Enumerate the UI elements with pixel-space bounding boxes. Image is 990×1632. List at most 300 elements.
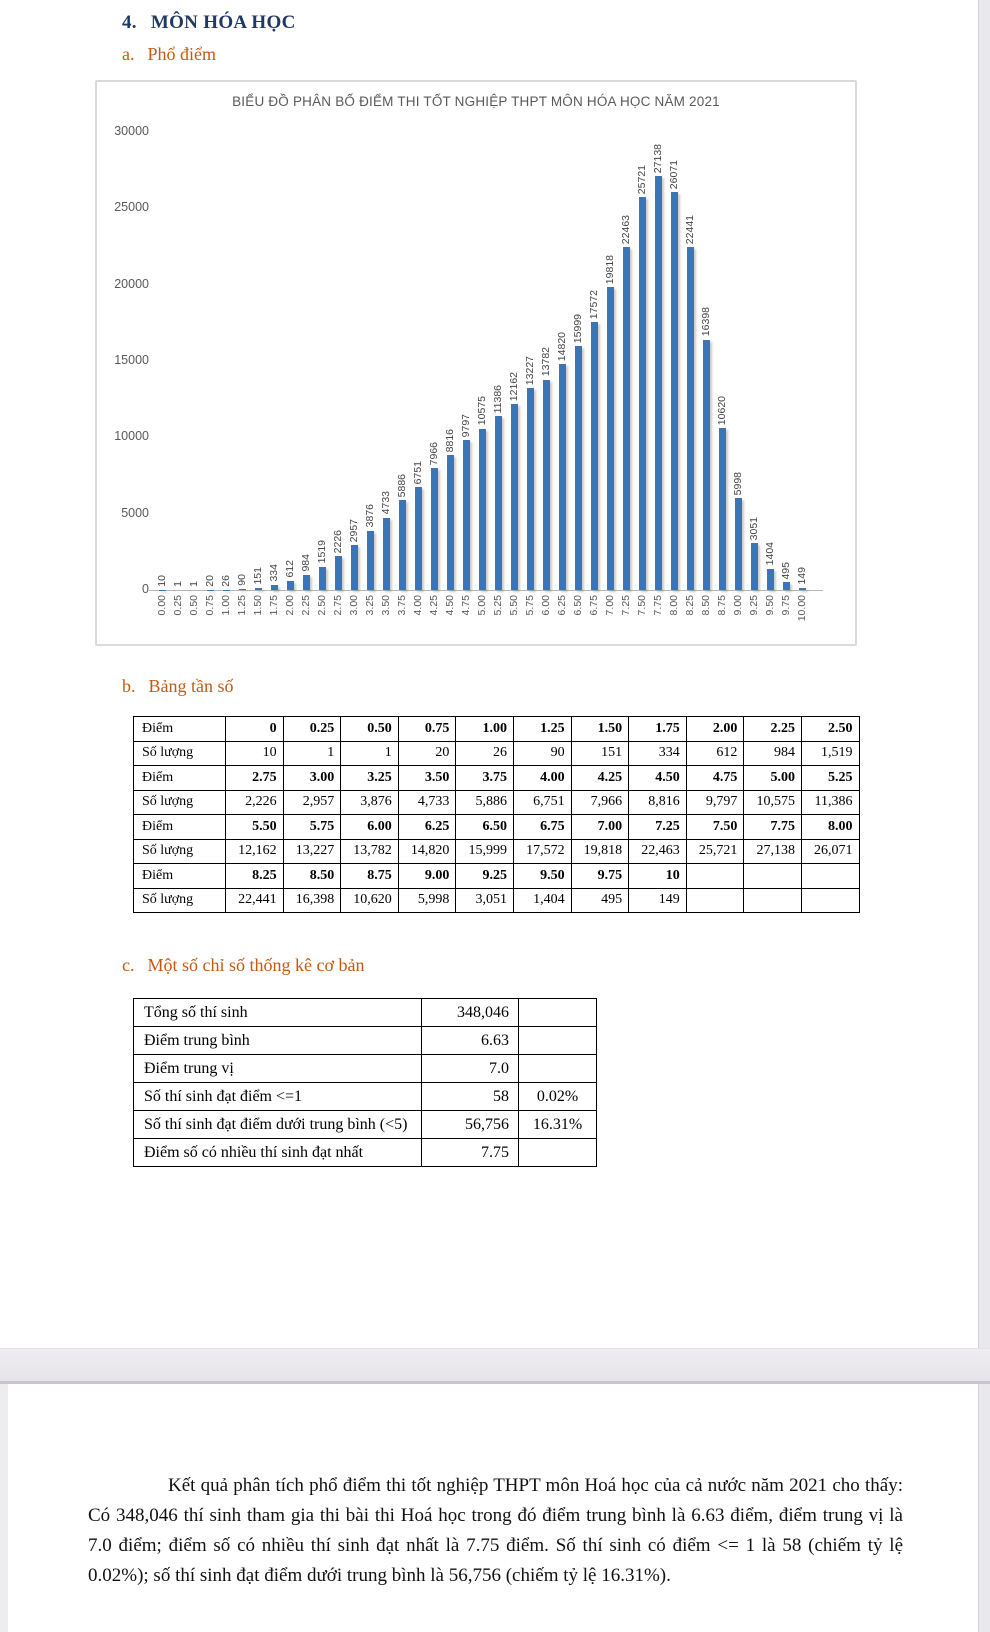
stat-label: Điểm số có nhiều thí sinh đạt nhất <box>134 1139 422 1167</box>
bar-value-label: 27138 <box>652 143 664 173</box>
table-cell: 22,441 <box>226 888 284 913</box>
table-cell: 26,071 <box>801 839 859 864</box>
bar-column <box>523 132 539 590</box>
table-row <box>134 839 860 864</box>
y-axis-label: 20000 <box>114 276 149 291</box>
x-label-cell <box>235 593 251 639</box>
x-axis-label: 3.00 <box>348 595 360 616</box>
table-row <box>134 864 860 889</box>
bar-column <box>747 132 763 590</box>
bar <box>335 556 342 590</box>
table-cell: 3,051 <box>456 888 514 913</box>
bar <box>495 416 502 590</box>
table-row <box>134 888 860 913</box>
bar-column <box>331 132 347 590</box>
x-label-cell <box>315 593 331 639</box>
bar <box>575 346 582 590</box>
x-label-cell <box>635 593 651 639</box>
x-axis-label: 4.25 <box>428 595 440 616</box>
table-cell: 1,519 <box>801 741 859 766</box>
bar-column <box>219 132 235 590</box>
bar-column <box>507 132 523 590</box>
stat-percent: 16.31% <box>519 1111 597 1139</box>
x-label-cell <box>555 593 571 639</box>
table-cell: 7.25 <box>629 815 687 840</box>
row-label: Số lượng <box>134 741 226 766</box>
bar-value-label: 5886 <box>396 473 408 498</box>
y-axis-label: 25000 <box>114 200 149 215</box>
bar-value-label: 2957 <box>348 518 360 542</box>
table-cell: 10,575 <box>744 790 802 815</box>
bar-column <box>155 132 171 590</box>
bar-value-label: 19818 <box>604 255 616 285</box>
bar-value-label: 4733 <box>380 491 392 515</box>
subsection-marker: a. <box>122 44 135 64</box>
stat-value: 348,046 <box>422 999 519 1027</box>
table-cell: 11,386 <box>801 790 859 815</box>
x-label-cell <box>379 593 395 639</box>
x-label-cell <box>667 593 683 639</box>
x-label-cell <box>219 593 235 639</box>
table-cell: 1.50 <box>571 717 629 742</box>
bar-column <box>779 132 795 590</box>
bar-value-label: 15999 <box>572 313 584 343</box>
bar <box>511 404 518 590</box>
x-axis-label: 8.25 <box>684 595 696 616</box>
x-axis-labels <box>155 593 811 639</box>
x-axis-label: 3.50 <box>380 595 392 616</box>
bar <box>719 428 726 590</box>
bar <box>383 518 390 590</box>
section-title: MÔN HÓA HỌC <box>150 12 296 33</box>
table-cell: 9.00 <box>398 864 456 889</box>
bar-value-label: 334 <box>268 564 280 582</box>
bar <box>543 380 550 590</box>
bar-column <box>475 132 491 590</box>
table-cell: 7,966 <box>571 790 629 815</box>
bar-column <box>683 132 699 590</box>
table-cell: 1 <box>341 741 399 766</box>
bar-column <box>491 132 507 590</box>
bar <box>783 582 790 590</box>
bar-value-label: 90 <box>236 573 248 586</box>
table-cell: 4,733 <box>398 790 456 815</box>
table-cell: 13,227 <box>283 839 341 864</box>
x-axis-label: 5.00 <box>476 595 488 616</box>
x-axis-label: 10.00 <box>796 595 808 622</box>
bar-value-label: 1519 <box>316 540 328 564</box>
x-axis-label: 3.75 <box>396 595 408 616</box>
x-label-cell <box>203 593 219 639</box>
table-cell: 13,782 <box>341 839 399 864</box>
table-cell: 1.75 <box>629 717 687 742</box>
table-cell: 22,463 <box>629 839 687 864</box>
bar-column <box>379 132 395 590</box>
bar-column <box>619 132 635 590</box>
table-row <box>134 815 860 840</box>
stat-percent <box>519 1027 597 1055</box>
x-label-cell <box>427 593 443 639</box>
table-cell: 3,876 <box>341 790 399 815</box>
bar <box>287 581 294 590</box>
table-cell: 7.50 <box>686 815 744 840</box>
row-label: Điểm <box>134 815 226 840</box>
table-cell: 4.25 <box>571 766 629 791</box>
x-label-cell <box>603 593 619 639</box>
bar-column <box>411 132 427 590</box>
x-label-cell <box>475 593 491 639</box>
table-row <box>134 999 597 1027</box>
table-cell: 16,398 <box>283 888 341 913</box>
table-cell: 3.50 <box>398 766 456 791</box>
y-axis-label: 30000 <box>114 124 149 138</box>
x-axis-label: 7.75 <box>652 595 664 616</box>
table-cell: 17,572 <box>513 839 571 864</box>
x-axis-label: 7.00 <box>604 595 616 616</box>
stats-table-body <box>134 999 597 1167</box>
bar-value-label: 12162 <box>508 372 520 402</box>
bar-value-label: 10620 <box>716 395 728 425</box>
table-cell: 12,162 <box>226 839 284 864</box>
x-label-cell <box>507 593 523 639</box>
x-label-cell <box>539 593 555 639</box>
bar-value-label: 26071 <box>668 159 680 189</box>
x-axis-label: 6.75 <box>588 595 600 616</box>
table-cell: 15,999 <box>456 839 514 864</box>
bar <box>447 455 454 590</box>
summary-paragraph: Kết quả phân tích phổ điểm thi tốt nghiệp THPT môn Hoá học của cả nước năm 2021 cho thấy: Có 348,046 thí sinh tham gia thi bài thi Hoá học trong đó điểm trung bình là 6.63 điểm, điểm trung vị là 7.0 điểm; điểm số có nhiều thí sinh đạt nhất là 7.75 điểm. Số thí sinh có điểm <= 1 là 58 (chiếm tỷ lệ 0.02%); số thí sinh đạt điểm dưới trung bình là 56,756 (chiếm tỷ lệ 16.31%). <box>88 1475 903 1586</box>
x-axis-label: 2.25 <box>300 595 312 616</box>
x-label-cell <box>155 593 171 639</box>
table-cell: 10,620 <box>341 888 399 913</box>
table-row <box>134 1055 597 1083</box>
bar-value-label: 11386 <box>492 384 504 414</box>
table-row <box>134 1027 597 1055</box>
subsection-title: Phổ điểm <box>147 44 217 64</box>
bar-column <box>267 132 283 590</box>
x-axis-label: 4.50 <box>444 595 456 616</box>
table-cell: 5,886 <box>456 790 514 815</box>
stat-percent <box>519 999 597 1027</box>
bar-value-label: 984 <box>300 554 312 572</box>
x-label-cell <box>715 593 731 639</box>
bar <box>415 487 422 590</box>
x-axis-label: 6.25 <box>556 595 568 616</box>
table-cell: 4.50 <box>629 766 687 791</box>
x-label-cell <box>283 593 299 639</box>
x-axis-label: 6.00 <box>540 595 552 616</box>
bar <box>735 498 742 590</box>
x-label-cell <box>523 593 539 639</box>
stat-label: Điểm trung bình <box>134 1027 422 1055</box>
table-cell: 14,820 <box>398 839 456 864</box>
row-label: Số lượng <box>134 888 226 913</box>
table-cell: 2.00 <box>686 717 744 742</box>
bar-value-label: 17572 <box>588 289 600 319</box>
stat-value: 6.63 <box>422 1027 519 1055</box>
x-axis-label: 0.00 <box>156 595 168 616</box>
bar-value-label: 3876 <box>364 504 376 528</box>
table-cell: 3.25 <box>341 766 399 791</box>
bar-value-label: 22463 <box>620 214 632 245</box>
x-label-cell <box>363 593 379 639</box>
table-cell: 2,226 <box>226 790 284 815</box>
viewer-right-edge <box>978 0 990 1632</box>
bar <box>239 589 246 590</box>
x-axis-label: 8.50 <box>700 595 712 616</box>
bar-column <box>443 132 459 590</box>
x-axis-label: 2.50 <box>316 595 328 616</box>
bar-column <box>635 132 651 590</box>
x-label-cell <box>299 593 315 639</box>
table-cell: 26 <box>456 741 514 766</box>
bar-column <box>347 132 363 590</box>
table-cell: 6,751 <box>513 790 571 815</box>
row-label: Điểm <box>134 864 226 889</box>
table-row <box>134 741 860 766</box>
table-cell: 1,404 <box>513 888 571 913</box>
y-axis-label: 0 <box>142 582 149 596</box>
table-cell <box>686 888 744 913</box>
stat-label: Số thí sinh đạt điểm <=1 <box>134 1083 422 1111</box>
table-cell <box>744 864 802 889</box>
frequency-table-body <box>134 717 860 913</box>
table-cell: 5.50 <box>226 815 284 840</box>
subsection-title: Bảng tần số <box>148 676 234 696</box>
x-label-cell <box>571 593 587 639</box>
table-cell: 495 <box>571 888 629 913</box>
bar-value-label: 13227 <box>524 355 536 386</box>
x-label-cell <box>731 593 747 639</box>
table-cell: 6.50 <box>456 815 514 840</box>
stat-label: Số thí sinh đạt điểm dưới trung bình (<5) <box>134 1111 422 1139</box>
bar <box>799 588 806 590</box>
subsection-title: Một số chỉ số thống kê cơ bản <box>147 955 365 975</box>
table-row <box>134 1083 597 1111</box>
bar-column <box>235 132 251 590</box>
x-label-cell <box>187 593 203 639</box>
table-cell <box>744 888 802 913</box>
bar <box>671 192 678 590</box>
row-label: Số lượng <box>134 839 226 864</box>
x-axis-label: 9.25 <box>748 595 760 616</box>
x-axis-label: 5.75 <box>524 595 536 616</box>
bar <box>639 197 646 590</box>
x-label-cell <box>651 593 667 639</box>
x-label-cell <box>347 593 363 639</box>
table-cell: 149 <box>629 888 687 913</box>
x-axis-label: 4.00 <box>412 595 424 616</box>
bar-column <box>651 132 667 590</box>
table-cell: 8.25 <box>226 864 284 889</box>
table-cell: 2,957 <box>283 790 341 815</box>
bar-value-label: 20 <box>204 575 216 587</box>
table-cell: 0 <box>226 717 284 742</box>
x-label-cell <box>683 593 699 639</box>
table-cell: 2.50 <box>801 717 859 742</box>
row-label: Điểm <box>134 766 226 791</box>
subsection-marker: b. <box>122 676 136 696</box>
table-cell: 19,818 <box>571 839 629 864</box>
x-axis-label: 2.00 <box>284 595 296 616</box>
bar-column <box>699 132 715 590</box>
table-row <box>134 790 860 815</box>
table-cell: 0.25 <box>283 717 341 742</box>
bar <box>751 543 758 590</box>
table-cell: 2.75 <box>226 766 284 791</box>
x-axis-label: 7.25 <box>620 595 632 616</box>
subsection-marker: c. <box>122 955 135 975</box>
page-separator <box>0 1348 990 1384</box>
bar-value-label: 151 <box>252 567 264 585</box>
x-axis-label: 8.75 <box>716 595 728 616</box>
bar <box>367 531 374 590</box>
bar-value-label: 2226 <box>332 529 344 554</box>
table-cell: 8,816 <box>629 790 687 815</box>
table-row <box>134 1111 597 1139</box>
stat-value: 7.75 <box>422 1139 519 1167</box>
table-cell: 1 <box>283 741 341 766</box>
bar-column <box>539 132 555 590</box>
table-cell: 5.00 <box>744 766 802 791</box>
x-label-cell <box>779 593 795 639</box>
bar-column <box>203 132 219 590</box>
x-label-cell <box>747 593 763 639</box>
bar-value-label: 26 <box>220 574 232 587</box>
table-cell: 27,138 <box>744 839 802 864</box>
x-axis-label: 0.25 <box>172 595 184 616</box>
x-axis-label: 1.50 <box>252 595 264 616</box>
table-cell: 984 <box>744 741 802 766</box>
bar-value-label: 3051 <box>748 517 760 541</box>
bar <box>303 575 310 590</box>
bar <box>559 364 566 590</box>
table-cell: 7.00 <box>571 815 629 840</box>
table-cell: 4.75 <box>686 766 744 791</box>
bar-value-label: 1 <box>188 581 200 587</box>
table-cell: 4.00 <box>513 766 571 791</box>
bar-value-label: 1404 <box>764 542 776 566</box>
bar <box>527 388 534 590</box>
table-cell: 151 <box>571 741 629 766</box>
stats-table <box>133 998 597 1167</box>
table-cell <box>801 864 859 889</box>
bar-column <box>715 132 731 590</box>
bar-column <box>171 132 187 590</box>
y-axis-label: 10000 <box>114 429 149 444</box>
bar-column <box>555 132 571 590</box>
chart-title: BIỂU ĐỒ PHÂN BỐ ĐIỂM THI TỐT NGHIỆP THPT MÔN HÓA HỌC NĂM 2021 <box>232 94 720 109</box>
bar-value-label: 22441 <box>684 215 696 245</box>
bar <box>479 429 486 590</box>
x-label-cell <box>411 593 427 639</box>
table-cell: 0.75 <box>398 717 456 742</box>
bar-value-label: 5998 <box>732 472 744 496</box>
x-label-cell <box>795 593 811 639</box>
bar-value-label: 10 <box>156 575 168 587</box>
stat-percent <box>519 1055 597 1083</box>
table-cell: 5.75 <box>283 815 341 840</box>
table-cell: 334 <box>629 741 687 766</box>
bar <box>463 440 470 590</box>
bar <box>351 545 358 590</box>
bar-value-label: 7966 <box>428 442 440 466</box>
subsection-heading-b <box>122 676 234 697</box>
subsection-heading-c <box>122 955 365 976</box>
x-axis-label: 1.75 <box>268 595 280 616</box>
x-label-cell <box>459 593 475 639</box>
x-axis-label: 9.50 <box>764 595 776 616</box>
row-label: Điểm <box>134 717 226 742</box>
table-cell: 6.00 <box>341 815 399 840</box>
table-cell: 3.75 <box>456 766 514 791</box>
bar-value-label: 10575 <box>476 396 488 426</box>
x-label-cell <box>619 593 635 639</box>
x-label-cell <box>251 593 267 639</box>
x-label-cell <box>171 593 187 639</box>
x-label-cell <box>331 593 347 639</box>
stat-percent: 0.02% <box>519 1083 597 1111</box>
x-axis-label: 3.25 <box>364 595 376 616</box>
bar <box>607 287 614 590</box>
x-axis-label: 1.25 <box>236 595 248 616</box>
bar-column <box>299 132 315 590</box>
row-label: Số lượng <box>134 790 226 815</box>
table-row <box>134 1139 597 1167</box>
x-axis-label: 0.50 <box>188 595 200 616</box>
score-distribution-chart <box>95 80 857 646</box>
table-cell: 0.50 <box>341 717 399 742</box>
bar-column <box>731 132 747 590</box>
table-cell <box>686 864 744 889</box>
table-row <box>134 717 860 742</box>
bar-value-label: 13782 <box>540 347 552 377</box>
stat-label: Điểm trung vị <box>134 1055 422 1083</box>
table-cell: 1.25 <box>513 717 571 742</box>
table-cell: 10 <box>226 741 284 766</box>
bar-column <box>603 132 619 590</box>
table-cell: 9.25 <box>456 864 514 889</box>
bar <box>623 247 630 590</box>
bar-column <box>459 132 475 590</box>
table-cell: 1.00 <box>456 717 514 742</box>
bar-value-label: 14820 <box>556 331 568 361</box>
bar-value-label: 6751 <box>412 460 424 484</box>
section-heading-4 <box>122 12 296 34</box>
bar <box>703 340 710 590</box>
bar <box>271 585 278 590</box>
table-cell: 2.25 <box>744 717 802 742</box>
x-axis-label: 0.75 <box>204 595 216 616</box>
stat-value: 7.0 <box>422 1055 519 1083</box>
x-label-cell <box>443 593 459 639</box>
bar-column <box>251 132 267 590</box>
x-axis-label: 2.75 <box>332 595 344 616</box>
table-cell: 9.50 <box>513 864 571 889</box>
x-label-cell <box>395 593 411 639</box>
stat-value: 56,756 <box>422 1111 519 1139</box>
x-axis-label: 4.75 <box>460 595 472 616</box>
table-cell: 6.25 <box>398 815 456 840</box>
bar-value-label: 1 <box>172 581 184 587</box>
viewer-left-edge <box>0 1384 8 1632</box>
bar-column <box>395 132 411 590</box>
bar-column <box>571 132 587 590</box>
bar-value-label: 9797 <box>460 414 472 438</box>
bar <box>399 500 406 590</box>
table-cell: 8.75 <box>341 864 399 889</box>
x-axis-label: 1.00 <box>220 595 232 616</box>
